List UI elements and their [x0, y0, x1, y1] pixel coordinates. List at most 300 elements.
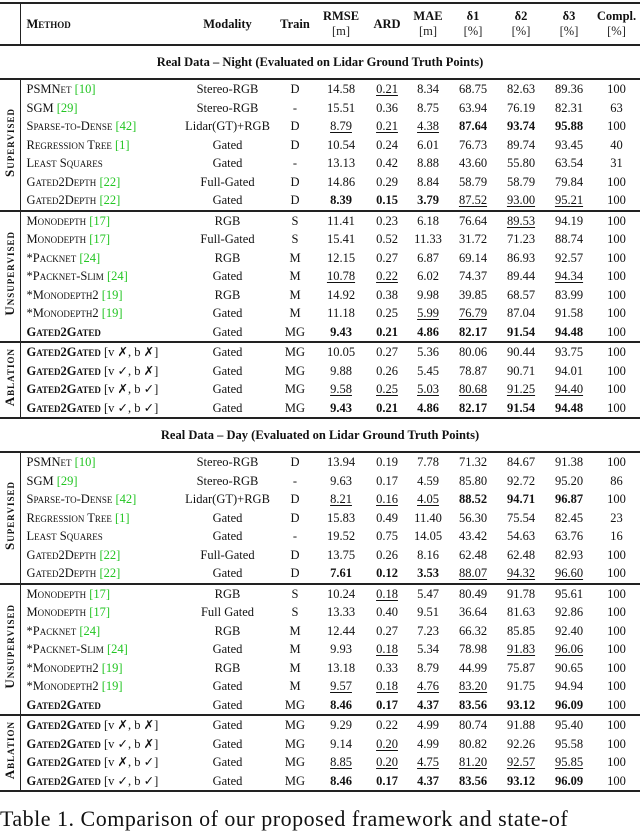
- delta3-cell: [545, 136, 593, 155]
- modality-cell: Gated: [212, 510, 243, 525]
- table-caption: Table 1. Comparison of our proposed framework and state-of: [0, 806, 569, 831]
- header-col: [593, 3, 640, 45]
- delta3-cell: [545, 715, 593, 735]
- rmse-value: 10.78: [326, 269, 356, 283]
- method-name: *Packnet: [26, 250, 77, 265]
- ard-value: 0.40: [376, 605, 398, 619]
- delta2-cell: [497, 79, 545, 99]
- method-name: *Monodepth2: [26, 287, 99, 302]
- delta2-value: 91.75: [506, 679, 536, 693]
- header-label: MAE: [413, 9, 443, 23]
- rmse-cell: [315, 230, 367, 249]
- rmse-cell: [315, 267, 367, 286]
- header-spacer: [0, 3, 20, 45]
- table-row: [0, 509, 640, 528]
- completeness-cell: [593, 154, 640, 173]
- train-cell: D: [275, 452, 315, 472]
- rmse-value: 11.41: [327, 213, 355, 228]
- train-cell: MG: [284, 773, 306, 788]
- rmse-value: 8.39: [330, 193, 352, 207]
- completeness-cell: [593, 267, 640, 286]
- citation-link[interactable]: [42]: [115, 492, 137, 506]
- delta1-value: 43.60: [458, 156, 488, 170]
- method-name: Regression Tree: [26, 510, 112, 525]
- delta1-value: 88.07: [458, 566, 488, 580]
- delta3-value: 95.61: [554, 586, 584, 601]
- citation-link[interactable]: [24]: [79, 623, 101, 638]
- delta3-cell: [545, 490, 593, 509]
- group-label-cell: [0, 79, 20, 211]
- table-row: [0, 79, 640, 99]
- delta2-value: 82.63: [506, 82, 536, 96]
- delta1-cell: [449, 136, 497, 155]
- delta1-value: 78.87: [458, 363, 488, 378]
- delta2-value: 87.04: [506, 306, 536, 320]
- header-label: δ2: [514, 9, 528, 23]
- delta3-cell: [545, 211, 593, 231]
- completeness-value: 16: [610, 529, 623, 543]
- citation-link[interactable]: [22]: [99, 193, 121, 207]
- modality-cell: Gated: [212, 324, 243, 339]
- method-name: Gated2Gated: [26, 736, 101, 751]
- train-cell: D: [275, 79, 315, 99]
- delta1-cell: [449, 509, 497, 528]
- mae-cell: [407, 399, 449, 419]
- ard-cell: [367, 117, 407, 136]
- rmse-cell: [315, 286, 367, 305]
- delta1-value: 83.56: [458, 773, 488, 788]
- ard-value: 0.23: [376, 213, 398, 228]
- delta1-cell: [449, 399, 497, 419]
- delta3-value: 79.84: [554, 174, 584, 189]
- method-cell: [20, 323, 180, 343]
- mae-value: 5.47: [417, 586, 439, 601]
- delta3-cell: [545, 154, 593, 173]
- train-cell: MG: [284, 382, 306, 396]
- mae-cell: [407, 154, 449, 173]
- rmse-value: 15.51: [326, 100, 356, 115]
- completeness-value: 100: [607, 605, 626, 619]
- table-row: [0, 323, 640, 343]
- table-row: [0, 546, 640, 565]
- ard-value: 0.17: [376, 473, 398, 488]
- delta2-cell: [497, 286, 545, 305]
- mae-cell: [407, 696, 449, 716]
- mae-value: 6.18: [417, 213, 439, 228]
- delta1-cell: [449, 362, 497, 381]
- results-table: [0, 2, 640, 792]
- delta3-cell: [545, 452, 593, 472]
- method-name: Gated2Gated: [26, 718, 101, 732]
- rmse-value: 9.58: [330, 382, 352, 396]
- mae-value: 4.37: [417, 697, 439, 712]
- rmse-cell: [315, 79, 367, 99]
- method-cell: [20, 772, 180, 792]
- train-cell: D: [290, 547, 300, 562]
- mae-cell: [407, 640, 449, 659]
- delta3-cell: [545, 735, 593, 754]
- ard-value: 0.52: [376, 232, 398, 246]
- method-cell: [20, 509, 180, 528]
- mae-cell: [407, 715, 449, 735]
- citation-link[interactable]: [24]: [79, 250, 101, 265]
- ard-value: 0.27: [376, 623, 398, 638]
- ard-cell: [367, 659, 407, 678]
- ard-cell: [367, 735, 407, 754]
- rmse-cell: [315, 527, 367, 546]
- train-cell: D: [290, 137, 300, 152]
- delta1-value: 44.99: [458, 660, 488, 675]
- delta3-value: 91.38: [554, 455, 584, 469]
- citation-link[interactable]: [42]: [115, 119, 137, 133]
- modality-cell: Gated: [212, 400, 243, 415]
- table-row: [0, 191, 640, 211]
- method-cell: [20, 117, 180, 136]
- rmse-value: 8.46: [330, 697, 352, 712]
- header-col: [449, 3, 497, 45]
- rmse-value: 14.92: [326, 287, 356, 302]
- ard-cell: [367, 79, 407, 99]
- ard-cell: [367, 753, 407, 772]
- header-label: Compl.: [596, 9, 637, 23]
- completeness-value: 100: [607, 586, 626, 601]
- completeness-cell: [593, 584, 640, 604]
- delta1-cell: [449, 490, 497, 509]
- method-cell: [20, 735, 180, 754]
- delta2-cell: [497, 527, 545, 546]
- ablation-config: [v ✓, b ✓]: [104, 773, 159, 788]
- delta2-cell: [497, 772, 545, 792]
- rmse-cell: [315, 603, 367, 622]
- header-label: Modality: [203, 16, 252, 31]
- train-cell: S: [291, 605, 299, 619]
- mae-cell: [407, 546, 449, 565]
- delta1-cell: [449, 603, 497, 622]
- delta2-cell: [497, 154, 545, 173]
- delta1-cell: [449, 472, 497, 491]
- delta2-value: 91.78: [506, 586, 536, 601]
- mae-value: 4.59: [417, 473, 439, 488]
- citation-link[interactable]: [19]: [101, 660, 123, 675]
- train-cell: D: [290, 566, 300, 580]
- delta2-value: 93.00: [506, 193, 536, 207]
- rmse-value: 14.86: [326, 174, 356, 189]
- modality-cell: RGB: [180, 211, 275, 231]
- completeness-cell: [593, 564, 640, 584]
- mae-cell: [407, 362, 449, 381]
- mae-cell: [407, 342, 449, 362]
- rmse-cell: [315, 191, 367, 211]
- ard-value: 0.36: [376, 100, 398, 115]
- delta3-cell: [545, 509, 593, 528]
- method-name: Least Squares: [26, 529, 103, 543]
- table-row: [0, 753, 640, 772]
- rmse-cell: [315, 564, 367, 584]
- rmse-cell: [315, 735, 367, 754]
- completeness-value: 100: [607, 345, 626, 359]
- citation-link[interactable]: [1]: [115, 137, 130, 152]
- mae-value: 4.05: [417, 492, 439, 506]
- method-cell: [20, 304, 180, 323]
- delta1-cell: [449, 249, 497, 268]
- ard-value: 0.22: [376, 718, 398, 732]
- delta2-cell: [497, 472, 545, 491]
- header-col: [315, 3, 367, 45]
- citation-link[interactable]: [19]: [101, 679, 123, 693]
- mae-cell: [407, 249, 449, 268]
- citation-link[interactable]: [24]: [106, 269, 128, 283]
- ard-cell: [367, 715, 407, 735]
- rmse-cell: [315, 753, 367, 772]
- rmse-cell: [315, 380, 367, 399]
- mae-cell: [407, 117, 449, 136]
- delta3-cell: [545, 603, 593, 622]
- delta3-value: 96.09: [554, 773, 584, 788]
- delta1-cell: [449, 659, 497, 678]
- header-unit: [%]: [511, 24, 531, 38]
- delta1-value: 63.94: [458, 100, 488, 115]
- citation-link[interactable]: [10]: [74, 455, 96, 469]
- header-col: [180, 3, 275, 45]
- citation-link[interactable]: [17]: [89, 213, 111, 228]
- ard-value: 0.21: [376, 119, 398, 133]
- rmse-value: 15.83: [326, 510, 356, 525]
- citation-link[interactable]: [24]: [106, 642, 128, 656]
- delta1-cell: [449, 677, 497, 696]
- completeness-cell: [593, 173, 640, 192]
- completeness-cell: [593, 696, 640, 716]
- delta2-cell: [497, 249, 545, 268]
- header-unit: [m]: [418, 24, 438, 38]
- ard-value: 0.24: [376, 137, 398, 152]
- ard-value: 0.26: [376, 547, 398, 562]
- completeness-value: 100: [607, 306, 626, 320]
- delta1-value: 83.56: [458, 697, 488, 712]
- delta1-value: 43.42: [458, 529, 488, 543]
- mae-cell: [407, 99, 449, 118]
- delta3-value: 94.40: [554, 382, 584, 396]
- mae-cell: [407, 490, 449, 509]
- citation-link[interactable]: [1]: [115, 510, 130, 525]
- delta2-cell: [497, 753, 545, 772]
- table-row: [0, 249, 640, 268]
- modality-cell: Gated: [212, 363, 243, 378]
- citation-link[interactable]: [10]: [74, 82, 96, 96]
- delta2-cell: [497, 640, 545, 659]
- delta3-value: 96.09: [554, 697, 584, 712]
- section-title: Real Data – Day (Evaluated on Lidar Ground Truth Points): [0, 418, 640, 452]
- rmse-value: 8.21: [330, 492, 352, 506]
- header-label: RMSE: [322, 9, 360, 23]
- delta1-cell: [449, 304, 497, 323]
- rmse-cell: [315, 509, 367, 528]
- method-name: Gated2Gated: [26, 382, 101, 396]
- ard-cell: [367, 380, 407, 399]
- citation-link[interactable]: [22]: [99, 547, 121, 562]
- method-cell: [20, 622, 180, 641]
- method-name: *Packnet: [26, 623, 77, 638]
- method-cell: [20, 173, 180, 192]
- table-row: [0, 342, 640, 362]
- header-unit: [m]: [331, 24, 351, 38]
- delta3-cell: [545, 304, 593, 323]
- delta3-cell: [545, 677, 593, 696]
- delta2-cell: [497, 509, 545, 528]
- header-col: [545, 3, 593, 45]
- completeness-value: 40: [610, 137, 623, 152]
- delta2-value: 93.12: [506, 697, 536, 712]
- header-unit: [%]: [607, 24, 626, 38]
- method-cell: [20, 249, 180, 268]
- delta3-cell: [545, 772, 593, 792]
- mae-value: 5.45: [417, 363, 439, 378]
- delta1-value: 36.64: [458, 605, 488, 619]
- group-label-cell: [0, 211, 20, 343]
- citation-link[interactable]: [22]: [99, 566, 121, 580]
- citation-link[interactable]: [19]: [101, 306, 123, 320]
- delta3-value: 92.40: [554, 623, 584, 638]
- ard-value: 0.19: [376, 455, 398, 469]
- table-row: [0, 659, 640, 678]
- delta2-value: 55.80: [506, 156, 536, 170]
- delta3-cell: [545, 546, 593, 565]
- rmse-value: 13.13: [326, 156, 356, 170]
- table-row: [0, 603, 640, 622]
- table-row: [0, 452, 640, 472]
- train-cell: -: [292, 156, 298, 170]
- citation-link[interactable]: [19]: [101, 287, 123, 302]
- mae-value: 8.16: [417, 547, 439, 562]
- delta3-value: 93.45: [554, 137, 584, 152]
- delta3-cell: [545, 380, 593, 399]
- citation-link[interactable]: [17]: [89, 605, 111, 619]
- delta2-cell: [497, 323, 545, 343]
- ard-cell: [367, 696, 407, 716]
- delta2-cell: [497, 267, 545, 286]
- delta2-cell: [497, 342, 545, 362]
- mae-cell: [407, 584, 449, 604]
- method-cell: [20, 99, 180, 118]
- delta2-cell: [497, 715, 545, 735]
- delta2-value: 86.93: [506, 250, 536, 265]
- delta3-cell: [545, 117, 593, 136]
- delta1-value: 82.17: [458, 400, 488, 415]
- train-cell: M: [289, 287, 301, 302]
- method-name: Monodepth: [26, 586, 87, 601]
- group-label: Unsupervised: [1, 604, 17, 689]
- train-cell: MG: [284, 400, 306, 415]
- delta3-value: 96.60: [554, 566, 584, 580]
- completeness-cell: [593, 490, 640, 509]
- rmse-cell: [315, 304, 367, 323]
- header-label: Train: [280, 16, 310, 31]
- completeness-cell: [593, 230, 640, 249]
- ard-value: 0.49: [376, 510, 398, 525]
- rmse-cell: [315, 696, 367, 716]
- delta2-value: 89.53: [506, 213, 536, 228]
- completeness-value: 100: [607, 679, 626, 693]
- delta2-cell: [497, 622, 545, 641]
- ablation-config: [v ✓, b ✓]: [104, 400, 159, 415]
- citation-link[interactable]: [17]: [89, 232, 111, 246]
- rmse-cell: [315, 659, 367, 678]
- completeness-value: 100: [607, 773, 626, 788]
- section-header-row: [0, 45, 640, 79]
- delta1-value: 80.82: [458, 736, 488, 751]
- train-cell: D: [290, 119, 300, 133]
- completeness-cell: [593, 380, 640, 399]
- modality-cell: Lidar(GT)+RGB: [185, 492, 270, 506]
- train-cell: M: [289, 623, 301, 638]
- ard-cell: [367, 399, 407, 419]
- method-name: Gated2Gated: [26, 697, 101, 712]
- ard-value: 0.18: [376, 586, 398, 601]
- modality-cell: RGB: [214, 623, 241, 638]
- delta1-cell: [449, 323, 497, 343]
- mae-value: 14.05: [413, 529, 443, 543]
- citation-link[interactable]: [29]: [56, 100, 78, 115]
- mae-cell: [407, 136, 449, 155]
- table-row: [0, 136, 640, 155]
- rmse-value: 19.52: [326, 529, 356, 543]
- delta1-value: 81.20: [458, 755, 488, 769]
- delta1-value: 62.48: [458, 547, 488, 562]
- ard-cell: [367, 677, 407, 696]
- citation-link[interactable]: [22]: [99, 174, 121, 189]
- completeness-cell: [593, 509, 640, 528]
- delta2-cell: [497, 490, 545, 509]
- completeness-cell: [593, 527, 640, 546]
- table-row: [0, 362, 640, 381]
- delta2-value: 92.72: [506, 473, 536, 488]
- ard-cell: [367, 772, 407, 792]
- rmse-cell: [315, 342, 367, 362]
- train-cell: M: [289, 269, 301, 283]
- mae-cell: [407, 323, 449, 343]
- ard-value: 0.21: [376, 82, 398, 96]
- delta1-value: 56.30: [458, 510, 488, 525]
- method-name: *Monodepth2: [26, 306, 99, 320]
- delta2-value: 91.54: [506, 324, 536, 339]
- delta3-cell: [545, 267, 593, 286]
- completeness-cell: [593, 362, 640, 381]
- table-row: [0, 584, 640, 604]
- method-cell: [20, 136, 180, 155]
- table-row: [0, 640, 640, 659]
- train-cell: M: [289, 250, 301, 265]
- modality-cell: Stereo-RGB: [180, 79, 275, 99]
- group-label-cell: [0, 715, 20, 791]
- citation-link[interactable]: [29]: [56, 473, 78, 488]
- train-cell: -: [292, 529, 298, 543]
- completeness-cell: [593, 399, 640, 419]
- ard-cell: [367, 490, 407, 509]
- ard-cell: [367, 546, 407, 565]
- delta1-cell: [449, 772, 497, 792]
- delta3-cell: [545, 622, 593, 641]
- mae-value: 11.33: [414, 232, 442, 246]
- rmse-value: 8.85: [330, 755, 352, 769]
- rmse-value: 9.29: [330, 718, 352, 732]
- modality-cell: RGB: [214, 287, 241, 302]
- ard-cell: [367, 249, 407, 268]
- mae-value: 5.03: [417, 382, 439, 396]
- mae-cell: [407, 622, 449, 641]
- citation-link[interactable]: [17]: [89, 586, 111, 601]
- mae-value: 3.79: [417, 193, 439, 207]
- delta2-cell: [497, 564, 545, 584]
- completeness-value: 100: [607, 382, 626, 396]
